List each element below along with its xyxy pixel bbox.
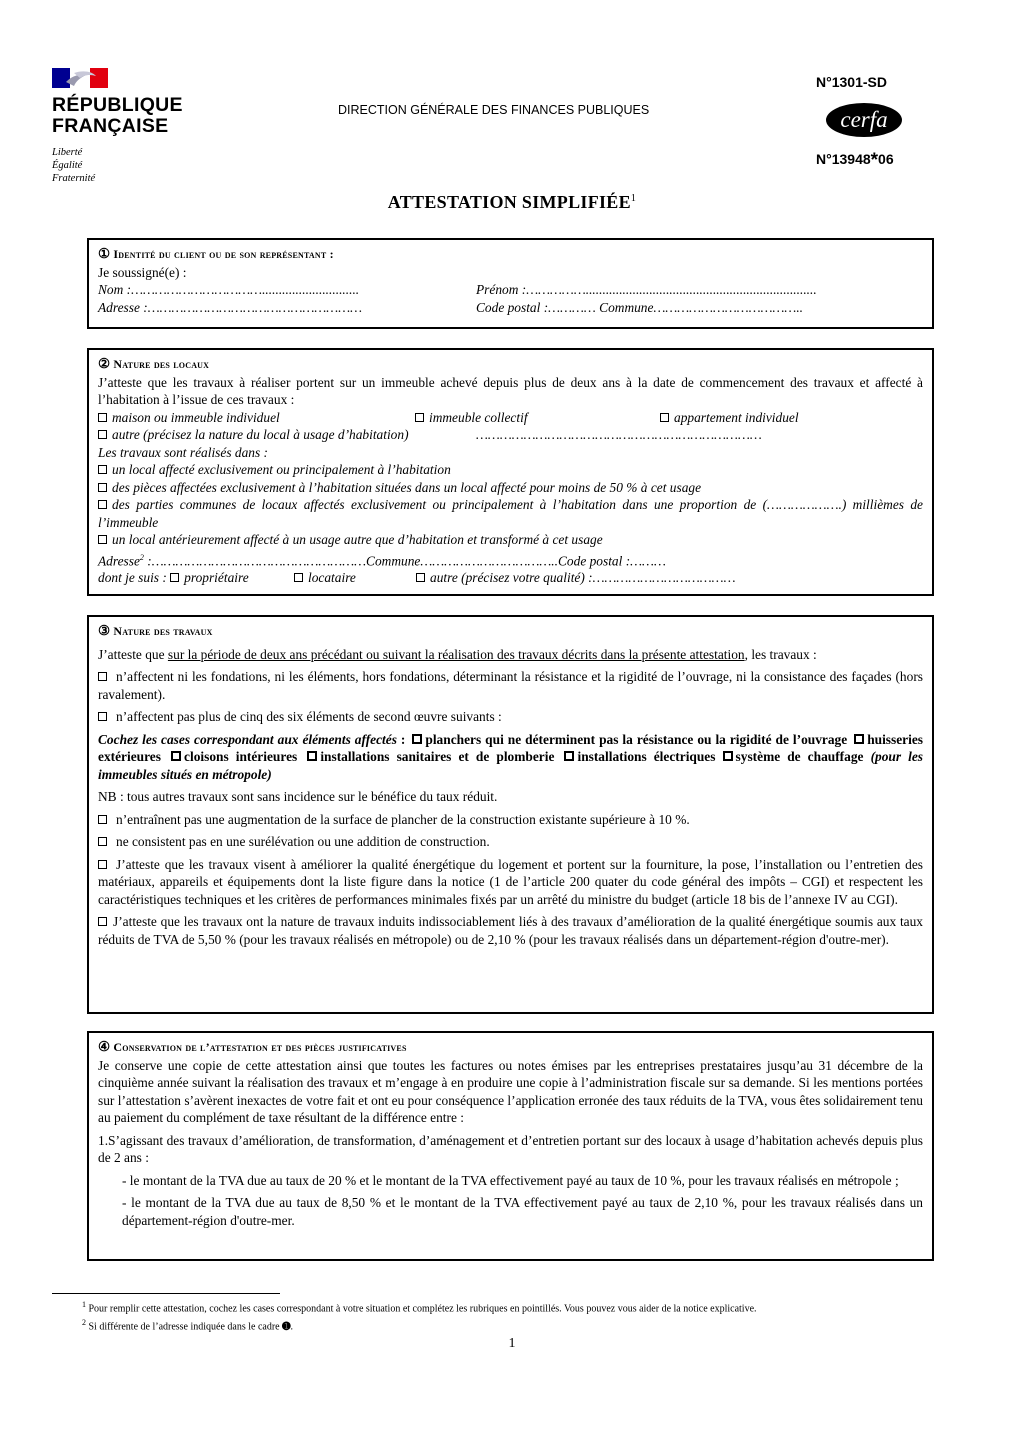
motto — [52, 146, 95, 185]
text-surelevation: ne consistent pas en une surélévation ou une addition de construction. — [116, 834, 490, 849]
section2-type-row — [98, 409, 923, 427]
checkbox-maison[interactable] — [98, 413, 107, 422]
section2-autre-row — [98, 426, 923, 444]
label-electriques: installations électriques — [577, 749, 716, 764]
footnote-separator — [52, 1293, 280, 1294]
nom-field[interactable]: Nom :……………………………............................. — [98, 282, 360, 297]
cerfa-number — [816, 150, 894, 172]
section2-number: ② — [98, 356, 111, 371]
motto-liberte: Liberté — [52, 147, 83, 158]
section-conservation — [87, 1031, 934, 1261]
section3-intro — [98, 646, 923, 664]
text-fondations: n’affectent ni les fondations, ni les éléments, hors fondations, déterminant la résistance et la rigidité de l’ouvrage, ni la consistance des façades (hors ravalement). — [98, 669, 923, 702]
section2-heading — [98, 355, 923, 374]
section3-nb: NB : tous autres travaux sont sans incidence sur le bénéfice du taux réduit. — [98, 789, 498, 804]
checkbox-electriques[interactable] — [564, 751, 574, 761]
checkbox-second-oeuvre[interactable] — [98, 712, 107, 721]
section3-intro-b: , les travaux : — [744, 646, 817, 662]
chauffage-note: (pour les immeubles situés en métropole) — [98, 749, 924, 782]
title-text: ATTESTATION SIMPLIFIÉE — [387, 192, 631, 212]
page-title — [0, 192, 1024, 213]
section2-option-3 — [98, 496, 923, 531]
section-nature-travaux — [87, 615, 934, 1014]
text-travaux-induits: J’atteste que les travaux ont la nature de travaux induits indissociablement liés à des travaux d’amélioration de la qualité énergétique soumis aux taux réduits de TVA de 5,50 % (pour les travaux réalisés en métropole) ou de 2,10 % (pour les travaux réalisés dans un département-région d'outre-mer). — [98, 914, 923, 947]
label-autre-local: autre (précisez la nature du local à usage d’habitation) — [112, 427, 409, 442]
title-footnote-ref: 1 — [630, 193, 637, 204]
dont-je-suis-label: dont je suis : — [98, 570, 171, 586]
checkbox-qualite-energetique[interactable] — [98, 860, 107, 869]
footnote-2-mark: 2 — [82, 1318, 86, 1327]
label-pieces-habitation: des pièces affectées exclusivement à l’habitation situées dans un local affecté pour moins de 50 % à cet usage — [112, 479, 702, 495]
section2-intro: J’atteste que les travaux à réaliser portent sur un immeuble achevé depuis plus de deux ans à la date de commencement des travaux et affecté à l’habitation à l’issue de ces travaux : — [98, 374, 923, 407]
checkbox-sanitaires[interactable] — [307, 751, 317, 761]
elements-instruction: Cochez les cases correspondant aux éléments affectés — [98, 731, 397, 747]
label-huisseries: huisseries extérieures — [98, 731, 923, 764]
section3-surelevation — [98, 833, 923, 851]
text-qualite-energetique: J’atteste que les travaux visent à améliorer la qualité énergétique du logement et portent sur la fourniture, la pose, l’installation ou l’entretien des matériaux, appareils et équipements dont la liste figure dans la notice (1 de l’article 200 quater du code général des impôts – CGI) et respectent les caractéristiques techniques et les critères de performances minimales fixés par un arrêté du ministre du budget (article 18 bis de l’annexe IV au CGI). — [98, 856, 923, 907]
cerfa-logo: cerfa — [826, 103, 902, 137]
section4-conservation-text: Je conserve une copie de cette attestation ainsi que toutes les factures ou notes émises par les entreprises prestataires jusqu’au 31 décembre de la cinquième année suivant la réalisation des travaux et m’engage à en produire une copie à l’administration fiscale sur sa demande. Si les mentions portées sur l’attestation s’avèrent inexactes de votre fait et ont eu pour conséquence l’application erronée des taux réduits de la TVA, vous êtes solidairement tenu au paiement du complément de taxe résultant de la différence entre : — [98, 1057, 923, 1125]
label-parties-communes: des parties communes de locaux affectés exclusivement ou principalement à l’habitation dans une proportion de (……………….) millièmes de l’immeuble — [98, 497, 923, 530]
section-nature-locaux — [87, 348, 934, 596]
section4-heading — [98, 1038, 923, 1057]
republique-line: RÉPUBLIQUE — [52, 94, 183, 116]
section1-intro: Je soussigné(e) : — [98, 264, 187, 280]
elements-colon: : — [396, 731, 406, 747]
label-cloisons: cloisons intérieures — [184, 749, 298, 764]
section4-outre-mer-text: - le montant de la TVA due au taux de 8,50 % et le montant de la TVA effectivement payé au taux de 2,10 %, pour les travaux réalisés dans un département-région d'outre-mer. — [122, 1195, 923, 1228]
section2-qualite-row — [98, 569, 923, 587]
checkbox-fondations[interactable] — [98, 672, 107, 681]
section2-option-4 — [98, 531, 923, 549]
adresse-field[interactable]: Adresse :……………………………………………… — [98, 299, 363, 315]
checkbox-planchers[interactable] — [412, 734, 422, 744]
footnote-1 — [82, 1300, 757, 1314]
section2-realises: Les travaux sont réalisés dans : — [98, 444, 268, 460]
section4-metropole-text: - le montant de la TVA due au taux de 20 % et le montant de la TVA effectivement payé au taux de 10 %, pour les travaux réalisés en métropole ; — [122, 1172, 899, 1188]
label-local-transforme: un local antérieurement affecté à un usage autre que d’habitation et transformé à cet usage — [112, 532, 603, 547]
section2-heading-text: Nature des locaux — [113, 357, 210, 371]
footnote-2-ref: ➊ — [282, 1321, 291, 1333]
checkbox-proprietaire[interactable] — [170, 573, 179, 582]
checkbox-huisseries[interactable] — [854, 734, 864, 744]
checkbox-surelevation[interactable] — [98, 837, 107, 846]
marianne-flag-logo — [52, 68, 108, 88]
section4-number: ④ — [98, 1039, 111, 1054]
checkbox-locataire[interactable] — [294, 573, 303, 582]
section3-surface — [98, 811, 923, 829]
footnote-1-text: Pour remplir cette attestation, cochez les cases correspondant à votre situation et complétez les rubriques en pointillés. Vous pouvez vous aider de la notice explicative. — [86, 1303, 757, 1315]
label-locataire: locataire — [308, 570, 356, 586]
section3-elements — [98, 731, 923, 784]
section3-intro-underlined: sur la période de deux ans précédant ou suivant la réalisation des travaux décrits dans la présente attestation — [167, 646, 745, 662]
footnote-2-text: Si différente de l’adresse indiquée dans le cadre — [86, 1321, 283, 1333]
section-identite — [87, 238, 934, 329]
form-number: N°1301-SD — [816, 74, 887, 90]
commune-field[interactable]: Commune……………………………….. — [599, 299, 804, 315]
label-sanitaires: installations sanitaires et de plomberie — [320, 749, 555, 764]
footnote-2 — [82, 1318, 293, 1332]
text-surface: n’entraînent pas une augmentation de la surface de plancher de la construction existante supérieure à 10 %. — [116, 811, 690, 827]
section3-heading-text: Nature des travaux — [113, 624, 213, 638]
checkbox-travaux-induits[interactable] — [98, 917, 107, 926]
label-proprietaire: propriétaire — [184, 570, 249, 586]
label-local-habitation: un local affecté exclusivement ou principalement à l’habitation — [112, 462, 451, 477]
cerfa-number-suffix: 06 — [878, 151, 894, 167]
checkbox-chauffage[interactable] — [723, 751, 733, 761]
section1-row-nom — [98, 281, 923, 299]
label-chauffage: système de chauffage — [735, 749, 864, 764]
section2-adresse-row — [98, 549, 923, 570]
section1-row-adresse — [98, 299, 923, 317]
section4-heading-text: Conservation de l’attestation et des pièces justificatives — [113, 1040, 407, 1054]
section3-number: ③ — [98, 623, 111, 638]
section3-travaux-induits — [98, 913, 923, 948]
section4-outre-mer — [98, 1194, 923, 1229]
motto-fraternite: Fraternité — [52, 173, 96, 184]
section4-point-1: 1.S’agissant des travaux d’amélioration, de transformation, d’aménagement et d’entretien portant sur des locaux à usage d’habitation achevés depuis plus de 2 ans : — [98, 1132, 923, 1165]
checkbox-parties-communes[interactable] — [98, 500, 107, 509]
section4-metropole — [98, 1172, 923, 1190]
adresse-label: Adresse — [98, 552, 140, 568]
footnote-2-end: . — [290, 1321, 294, 1333]
autre-local-field[interactable]: ……………………………………………………………… — [476, 427, 762, 442]
adresse-travaux-field[interactable]: :………………………………………………Commune……………………………..Code postal :……… — [143, 552, 666, 568]
section1-heading-text: Identité du client ou de son représentant : — [113, 247, 334, 261]
section2-option-1 — [98, 461, 923, 479]
checkbox-pieces-habitation[interactable] — [98, 483, 107, 492]
checkbox-cloisons[interactable] — [171, 751, 181, 761]
republique-francaise-wordmark — [52, 95, 183, 137]
prenom-field[interactable]: Prénom :……………..................................................................... — [476, 282, 817, 297]
section3-heading — [98, 622, 923, 641]
checkbox-local-habitation[interactable] — [98, 465, 107, 474]
cp-commune-field[interactable] — [476, 299, 803, 317]
code-postal-field[interactable]: Code postal :………… — [476, 299, 600, 315]
label-planchers: planchers qui ne déterminent pas la résistance ou la rigidité de l’ouvrage — [425, 731, 848, 747]
section1-number: ① — [98, 246, 111, 261]
direction-name: DIRECTION GÉNÉRALE DES FINANCES PUBLIQUES — [338, 103, 650, 117]
checkbox-surface[interactable] — [98, 815, 107, 824]
checkbox-autre-local[interactable] — [98, 430, 107, 439]
label-immeuble-collectif: immeuble collectif — [429, 409, 528, 425]
section3-qualite-energetique — [98, 856, 923, 909]
label-autre-qualite[interactable]: autre (précisez votre qualité) :……………………………… — [430, 570, 736, 586]
cerfa-number-star: * — [870, 150, 879, 171]
label-appartement: appartement individuel — [674, 409, 799, 425]
footnote-1-mark: 1 — [82, 1300, 86, 1309]
adresse-footnote-ref: 2 — [139, 552, 144, 562]
checkbox-appartement[interactable] — [660, 413, 669, 422]
cerfa-number-prefix: N°13948 — [816, 151, 871, 167]
section3-second-oeuvre — [98, 708, 923, 726]
checkbox-local-transforme[interactable] — [98, 535, 107, 544]
page-number: 1 — [508, 1336, 516, 1351]
label-maison: maison ou immeuble individuel — [112, 409, 280, 425]
motto-egalite: Égalité — [52, 160, 83, 171]
text-second-oeuvre: n’affectent pas plus de cinq des six éléments de second œuvre suivants : — [116, 709, 502, 724]
checkbox-autre-qualite[interactable] — [416, 573, 425, 582]
checkbox-immeuble-collectif[interactable] — [415, 413, 424, 422]
section3-intro-a: J’atteste que — [98, 646, 168, 662]
francaise-line: FRANÇAISE — [52, 115, 169, 137]
section1-heading — [98, 245, 923, 264]
section3-fondations — [98, 668, 923, 703]
section2-option-2 — [98, 479, 923, 497]
